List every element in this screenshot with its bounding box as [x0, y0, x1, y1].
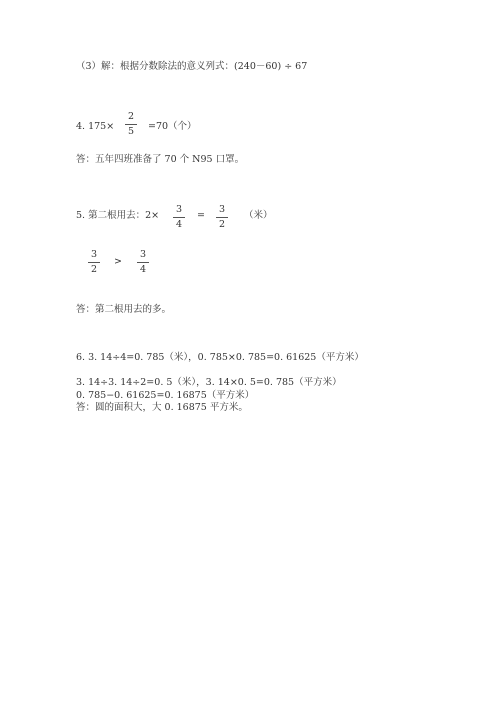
problem-5-compare-sign: >	[114, 256, 122, 267]
problem-3-solution: （3）解：根据分数除法的意义列式：(240－60) ÷ 67	[76, 61, 308, 72]
fraction-denominator: 4	[139, 264, 147, 275]
fraction-numerator: 3	[90, 249, 98, 260]
fraction-bar	[137, 262, 149, 263]
problem-5-fraction-2	[215, 205, 229, 230]
problem-5-prefix: 5. 第二根用去：2×	[76, 210, 160, 221]
problem-4-result: =70（个）	[148, 121, 197, 132]
problem-6-line-1: 6. 3. 14÷4=0. 785（米），0. 785×0. 785=0. 61625（平方米）	[76, 352, 364, 363]
fraction-numerator: 3	[218, 204, 226, 215]
problem-4-answer: 答：五年四班准备了 70 个 N95 口罩。	[76, 154, 245, 165]
problem-5-compare-right	[136, 250, 150, 275]
problem-6-answer: 答：圆的面积大，大 0. 16875 平方米。	[76, 402, 248, 413]
problem-6-line-3: 0. 785−0. 61625=0. 16875（平方米）	[76, 390, 255, 401]
fraction-denominator: 5	[127, 126, 135, 137]
fraction-bar	[125, 124, 137, 125]
fraction-numerator: 3	[175, 204, 183, 215]
problem-5-fraction-1	[172, 205, 186, 230]
fraction-bar	[88, 262, 100, 263]
problem-5-compare-left	[87, 250, 101, 275]
problem-5-equals: =	[197, 210, 205, 221]
problem-5-unit: （米）	[244, 210, 273, 221]
problem-4-fraction	[124, 112, 138, 137]
fraction-numerator: 3	[139, 249, 147, 260]
problem-6-line-2: 3. 14÷3. 14÷2=0. 5（米），3. 14×0. 5=0. 785（平方米）	[76, 377, 342, 388]
problem-4-prefix: 4. 175×	[76, 121, 115, 132]
fraction-denominator: 2	[90, 264, 98, 275]
fraction-numerator: 2	[127, 111, 135, 122]
fraction-bar	[216, 217, 228, 218]
fraction-bar	[173, 217, 185, 218]
problem-5-answer: 答：第二根用去的多。	[76, 304, 172, 315]
fraction-denominator: 2	[218, 219, 226, 230]
fraction-denominator: 4	[175, 219, 183, 230]
